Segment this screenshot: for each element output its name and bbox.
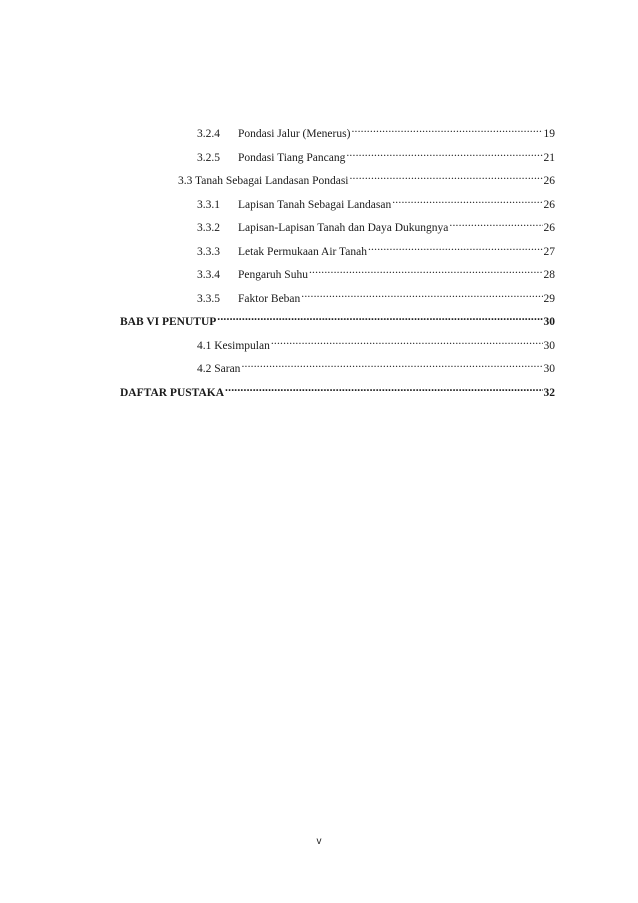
toc-entry-page: 29 [543,293,555,305]
toc-entry-page: 21 [543,152,555,164]
toc-entry-page: 30 [543,363,555,375]
toc-entry-number: 3.2.5 [197,152,220,164]
toc-entry-3-2-5 [197,143,555,164]
dot-leader [271,331,543,349]
dot-leader [217,307,542,325]
toc-entry-page: 19 [543,128,555,140]
toc-entry-title: DAFTAR PUSTAKA [120,387,225,399]
toc-entry-3-2-4 [197,119,555,140]
toc-entry-page: 30 [543,340,555,352]
toc-entry-title: Lapisan Tanah Sebagai Landasan [238,199,392,211]
dot-leader [225,378,542,396]
toc-entry-3-3-3 [197,237,555,258]
toc-entry-title: BAB VI PENUTUP [120,316,217,328]
toc-entry-bab-vi [120,307,555,328]
toc-entry-number: 3.3.4 [197,269,220,281]
toc-entry-3-3 [178,166,555,187]
toc-entry-number: 3.3.5 [197,293,220,305]
toc-entry-page: 32 [543,387,555,399]
toc-entry-page: 28 [543,269,555,281]
toc-entry-title: Pondasi Tiang Pancang [238,152,346,164]
toc-entry-page: 26 [543,199,555,211]
dot-leader [301,284,542,302]
page-number: v [316,836,322,847]
toc-entry-number: 3.3.1 [197,199,220,211]
dot-leader [346,143,542,161]
toc-entry-title: Pengaruh Suhu [238,269,308,281]
toc-entry-title: Faktor Beban [238,293,301,305]
toc-entry-page: 26 [543,175,555,187]
toc-entry-title: Lapisan-Lapisan Tanah dan Daya Dukungnya [238,222,449,234]
toc-entry-title: Pondasi Jalur (Menerus) [238,128,351,140]
toc-entry-title: 4.1 Kesimpulan [197,340,270,352]
toc-entry-3-3-5 [197,284,555,305]
toc-entry-page: 26 [543,222,555,234]
toc-entry-3-3-4 [197,260,555,281]
toc-entry-title: Letak Permukaan Air Tanah [238,246,367,258]
toc-entry-3-3-1 [197,190,555,211]
dot-leader [351,119,542,137]
dot-leader [449,213,542,231]
toc-entry-title: 3.3 Tanah Sebagai Landasan Pondasi [178,175,349,187]
dot-leader [349,166,542,184]
toc-entry-4-1 [197,331,555,352]
dot-leader [392,190,542,208]
toc-entry-3-3-2 [197,213,555,234]
dot-leader [309,260,543,278]
dot-leader [241,354,542,372]
toc-entry-number: 3.2.4 [197,128,220,140]
toc-entry-title: 4.2 Saran [197,363,241,375]
toc-entry-number: 3.3.2 [197,222,220,234]
toc-entry-4-2 [197,354,555,375]
toc-entry-page: 27 [543,246,555,258]
toc-entry-number: 3.3.3 [197,246,220,258]
toc-entry-page: 30 [543,316,555,328]
toc-entry-daftar-pustaka [120,378,555,399]
dot-leader [368,237,543,255]
